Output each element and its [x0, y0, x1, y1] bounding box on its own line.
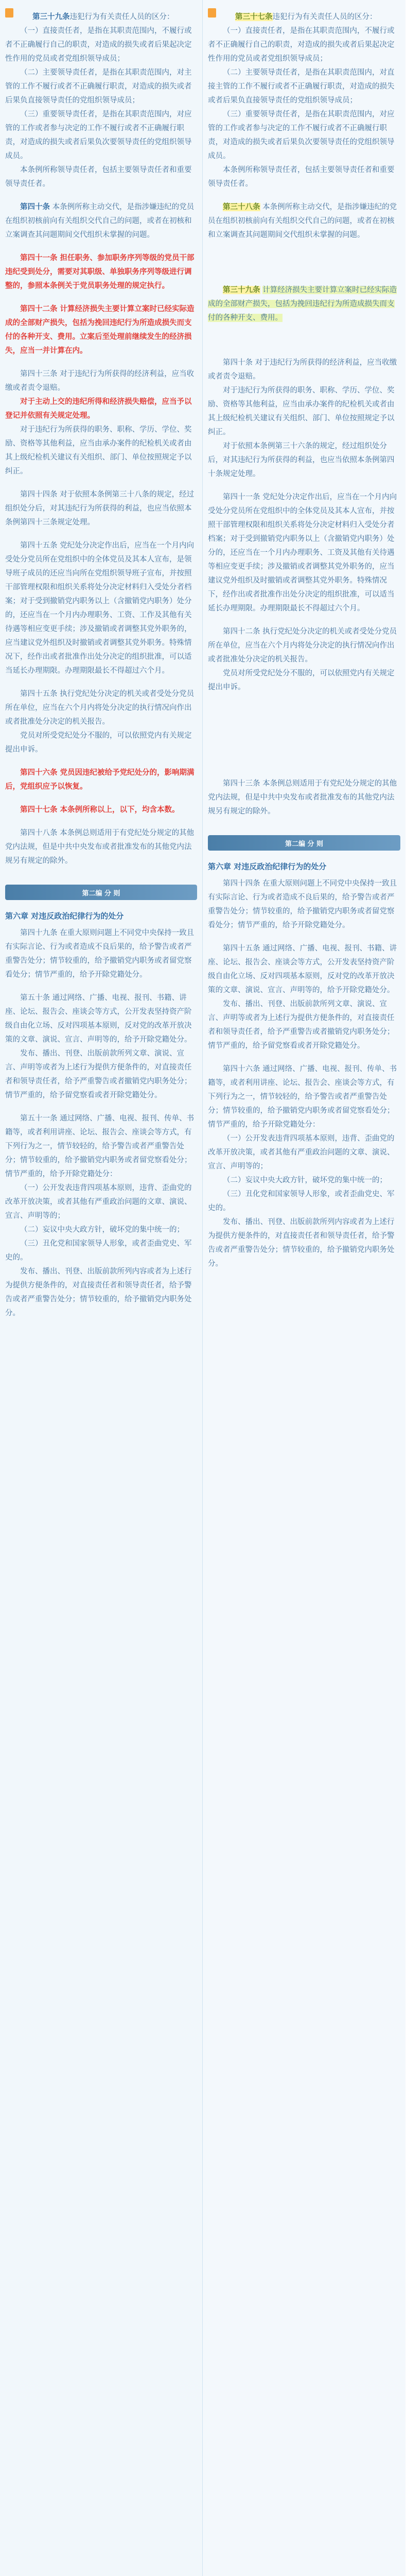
article-block [208, 200, 400, 242]
article-block [5, 1112, 197, 1320]
article-block [5, 803, 197, 817]
article-paragraph: 第四十条 对于违纪行为所获得的经济利益，应当收缴或者责令退赔。 [208, 359, 397, 381]
article-paragraph: 第四十三条 本条例总则适用于有党纪处分规定的其他党内法规，但是中共中央发布或者批准发布的其他党内法规另有规定的除外。 [208, 779, 397, 816]
article-paragraph: 第四十一条 党纪处分决定作出后，应当在一个月内向受处分党员所在党组织中的全体党员及其本人宣布，并按照干部管理权限和组织关系将处分决定材料归入受处分者档案；对于受到撤销党内职务以上（含撤销党内职务）处分的，还应当在一个月内办理职务、工资及其他有关待遇等相应变更手续；涉及撤销或者调整其党外职务的，应当建议党外组织及时撤销或者调整其党外职务。特殊情况下，经作出或者批准作出处分决定的组织批准，可以适当延长办理期限。办理期限最长不得超过六个月。 [208, 493, 397, 613]
article-paragraph: 第四十四条 对于依照本条例第三十八条的规定，经过组织处分后，对其违纪行为所获得的利益，也应当依照本条例第四十三条规定处理。 [5, 490, 195, 527]
section-header: 第二编 分 则 [5, 885, 197, 900]
article-block [208, 777, 400, 819]
article-block [208, 356, 400, 481]
article-paragraph: 第四十二条 执行党纪处分决定的机关或者受处分党员所在单位，应当在六个月内将处分决定的执行情况向作出或者批准处分决定的机关报告。 [208, 628, 397, 664]
article-block [5, 539, 197, 678]
article-block [5, 367, 197, 479]
new-article-paragraph: 第四十七条 本条例所称以上，以下，均含本数。 [20, 806, 180, 814]
right-column [203, 0, 405, 2576]
article-paragraph: （一）公开发表违背四项基本原则，违背、歪曲党的改革开放决策，或者其他有严重政治问题的文章、演说、宣言、声明等的； [5, 1184, 192, 1220]
article-paragraph: 第三十八条 本条例所称主动交代，是指涉嫌违纪的党员在组织初核前向有关组织交代自己的问题，或者在初核和立案调查其问题期间交代组织未掌握的问题。 [208, 203, 397, 239]
article-block [5, 826, 197, 868]
new-clause-paragraph: 对于主动上交的违纪所得和经济损失赔偿，应当予以登记并依照有关规定处理。 [5, 398, 192, 420]
article-block [208, 283, 400, 325]
article-block [5, 10, 197, 24]
document-icon [208, 8, 216, 18]
article-paragraph: 发布、播出、刊登、出版前款所列内容或者为上述行为提供方便条件的，对直接责任者和领导责任者，给予警告或者严重警告处分；情节较重的，给予撤销党内职务处分。 [208, 1218, 395, 1268]
article-paragraph: 第五十条 通过网络、广播、电视、报刊、书籍、讲座、论坛、报告会、座谈会等方式，公开发表坚持资产阶级自由化立场、反对四项基本原则，反对党的改革开放决策的文章、演说、宣言、声明等的，给予开除党籍处分。 [5, 994, 192, 1044]
article-paragraph: （二）妄议中央大政方针，破坏党的集中统一的； [223, 1176, 387, 1184]
article-paragraph: 本条例所称领导责任者，包括主要领导责任者和重要领导责任者。 [208, 166, 395, 188]
chapter-title: 第六章 对违反政治纪律行为的处分 [208, 862, 327, 871]
section-header: 第二编 分 则 [208, 835, 400, 851]
article-block [208, 10, 400, 24]
article-paragraph: （一）直接责任者，是指在其职责范围内，不履行或者不正确履行自己的职责，对造成的损失或者后果起决定性作用的党员或者党组织领导成员； [208, 27, 395, 63]
article-block [5, 200, 197, 242]
article-paragraph: （三）重要领导责任者，是指在其职责范围内，对应管的工作或者参与决定的工作不履行或者不正确履行职责，对造成的损失或者后果负次要领导责任的党组织领导成员。 [5, 110, 192, 160]
article-block [5, 251, 197, 293]
article-block [5, 687, 197, 757]
article-paragraph: 第四十五条 通过网络、广播、电视、报刊、书籍、讲座、论坛、报告会、座谈会等方式，公开发表坚持资产阶级自由化立场、反对四项基本原则，反对党的改革开放决策的文章、演说、宣言、声明等的，给予开除党籍处分。 [208, 944, 397, 994]
article-block [5, 488, 197, 530]
article-paragraph: （三）丑化党和国家领导人形象，或者歪曲党史、军史的。 [208, 1190, 395, 1212]
article-block [208, 625, 400, 694]
article-paragraph: 第四十五条 执行党纪处分决定的机关或者受处分党员所在单位，应当在六个月内将处分决定的执行情况向作出或者批准处分决定的机关报告。 [5, 690, 195, 726]
article-paragraph: 第三十九条违犯行为有关责任人员的区分： [32, 13, 174, 21]
modified-article-paragraph: 第四十二条 计算经济损失主要计算立案时已经实际造成的全部财产损失，包括为挽回违纪行为所造成损失而支付的各种开支、费用。立案后至处理前继续发生的经济损失，应当一并计算在内。 [5, 305, 195, 355]
article-block [5, 991, 197, 1103]
document-icon [5, 8, 13, 18]
article-block [208, 942, 400, 1053]
article-paragraph: 党员对所受党纪处分不服的，可以依照党内有关规定提出申诉。 [208, 669, 395, 691]
new-article-paragraph: 第四十六条 党员因违纪被给予党纪处分的，影响期满后，党组织应予以恢复。 [5, 769, 195, 791]
article-paragraph: 发布、播出、刊登、出版前款所列文章、演说、宣言、声明等或者为上述行为提供方便条件的，对直接责任者和领导责任者，给予严重警告或者撤销党内职务处分；情节严重的，给予留党察看或者开除党籍处分。 [208, 1000, 395, 1050]
article-block [5, 766, 197, 794]
article-paragraph: 第四十六条 通过网络、广播、电视、报刊、传单、书籍等，或者利用讲座、论坛、报告会、座谈会等方式，有下列行为之一，情节较轻的，给予警告或者严重警告处分；情节较重的，给予撤销党内职务或者留党察看处分；情节严重的，给予开除党籍处分： [208, 1065, 397, 1129]
article-paragraph: （三）重要领导责任者，是指在其职责范围内，对应管的工作或者参与决定的工作不履行或者不正确履行职责，对造成的损失或者后果负次要领导责任的党组织领导成员。 [208, 110, 395, 160]
article-paragraph: 第四十条 本条例所称主动交代，是指涉嫌违纪的党员在组织初核前向有关组织交代自己的问题，或者在初核和立案调查其问题期间交代组织未掌握的问题。 [5, 203, 195, 239]
article-paragraph: 发布、播出、刊登、出版前款所列内容或者为上述行为提供方便条件的，对直接责任者和领导责任者，给予警告或者严重警告处分；情节较重的，给予撤销党内职务处分。 [5, 1267, 192, 1317]
article-paragraph: （二）主要领导责任者，是指在其职责范围内，对直接主管的工作不履行或者不正确履行职责，对造成的损失或者后果负直接领导责任的党组织领导成员； [208, 69, 395, 105]
article-paragraph: 第四十八条 本条例总则适用于有党纪处分规定的其他党内法规，但是中共中央发布或者批准发布的其他党内法规另有规定的除外。 [5, 829, 195, 865]
article-paragraph: 第四十三条 对于违纪行为所获得的经济利益，应当收缴或者责令退赔。 [5, 370, 195, 392]
article-paragraph: 对于违纪行为所获得的职务、职称、学历、学位、奖励、资格等其他利益，应当由承办案件的纪检机关或者由其上级纪检机关建议有关组织、部门、单位按照规定予以纠正。 [208, 386, 395, 436]
article-block [208, 490, 400, 616]
article-paragraph: 本条例所称领导责任者，包括主要领导责任者和重要领导责任者。 [5, 166, 192, 188]
article-paragraph: 第四十五条 党纪处分决定作出后，应当在一个月内向受处分党员所在党组织中的全体党员及其本人宣布，是领导班子成员的还应当向所在党组织领导班子宣布，并按照干部管理权限和组织关系将处分决定材料归入受处分者档案；对于受到撤销党内职务以上（含撤销党内职务）处分的，还应当在一个月内办理职务、工资、工作及其他有关待遇等相应变更手续；涉及撤销或者调整其党外职务的，应当建议党外组织及时撤销或者调整其党外职务。特殊情况下，经作出或者批准作出处分决定的组织批准，可以适当延长办理期限。办理期限最长不得超过六个月。 [5, 541, 195, 675]
chapter-title: 第六章 对违反政治纪律行为的处分 [5, 911, 124, 921]
article-block [208, 1062, 400, 1271]
article-paragraph: 第五十一条 通过网络、广播、电视、报刊、传单、书籍等，或者利用讲座、论坛、报告会、座谈会等方式，有下列行为之一，情节较轻的，给予警告或者严重警告处分；情节较重的，给予撤销党内职务或者留党察看处分；情节严重的，给予开除党籍处分： [5, 1114, 195, 1178]
article-paragraph: 第三十七条违犯行为有关责任人员的区分： [235, 13, 377, 21]
article-paragraph: 对于依照本条例第三十六条的规定，经过组织处分后，对其违纪行为所获得的利益，也应当依照本条例第四十条规定处理。 [208, 442, 395, 478]
article-paragraph: 第四十四条 在重大原则问题上不同党中央保持一致且有实际言论、行为或者造成不良后果的，给予警告或者严重警告处分；情节较重的，给予撤销党内职务或者留党察看处分；情节严重的，给予开除党籍处分。 [208, 879, 397, 929]
article-paragraph: （一）直接责任者，是指在其职责范围内，不履行或者不正确履行自己的职责，对造成的损失或者后果起决定性作用的党员或者党组织领导成员； [5, 27, 192, 63]
article-paragraph: 发布、播出、刊登、出版前款所列文章、演说、宣言、声明等或者为上述行为提供方便条件的，对直接责任者和领导责任者，给予严重警告或者撤销党内职务处分；情节严重的，给予留党察看或者开除党籍处分。 [5, 1049, 192, 1099]
new-article-paragraph: 第四十一条 担任职务、参加职务序列等级的党员干部违纪受到处分，需要对其职级、单独职务序列等级进行调整的，参照本条例关于党员职务处理的规定执行。 [5, 254, 195, 290]
article-paragraph: （二）妄议中央大政方针，破坏党的集中统一的； [20, 1226, 184, 1234]
article-block [5, 302, 197, 358]
article-paragraph: （一）公开发表违背四项基本原则，违背、歪曲党的改革开放决策，或者其他有严重政治问题的文章、演说、宣言、声明等的； [208, 1134, 395, 1171]
article-paragraph: 对于违纪行为所获得的职务、职称、学历、学位、奖励、资格等其他利益，应当由承办案件的纪检机关或者由其上级纪检机关建议有关组织、部门、单位按照规定予以纠正。 [5, 426, 192, 476]
article-paragraph: 第三十九条 计算经济损失主要计算立案时已经实际造成的全部财产损失，包括为挽回违纪行为所造成损失而支付的各种开支、费用。 [208, 286, 397, 322]
article-paragraph: 第四十九条 在重大原则问题上不同党中央保持一致且有实际言论、行为或者造成不良后果的，给予警告或者严重警告处分；情节较重的，给予撤销党内职务或者留党察看处分；情节严重的，给予开除党籍处分。 [5, 929, 195, 979]
article-paragraph: （三）丑化党和国家领导人形象，或者歪曲党史、军史的。 [5, 1240, 192, 1262]
article-paragraph: 党员对所受党纪处分不服的，可以依照党内有关规定提出申诉。 [5, 732, 192, 754]
article-paragraph: （二）主要领导责任者，是指在其职责范围内，对主管的工作不履行或者不正确履行职责，对造成的损失或者后果负直接领导责任的党组织领导成员； [5, 69, 192, 105]
